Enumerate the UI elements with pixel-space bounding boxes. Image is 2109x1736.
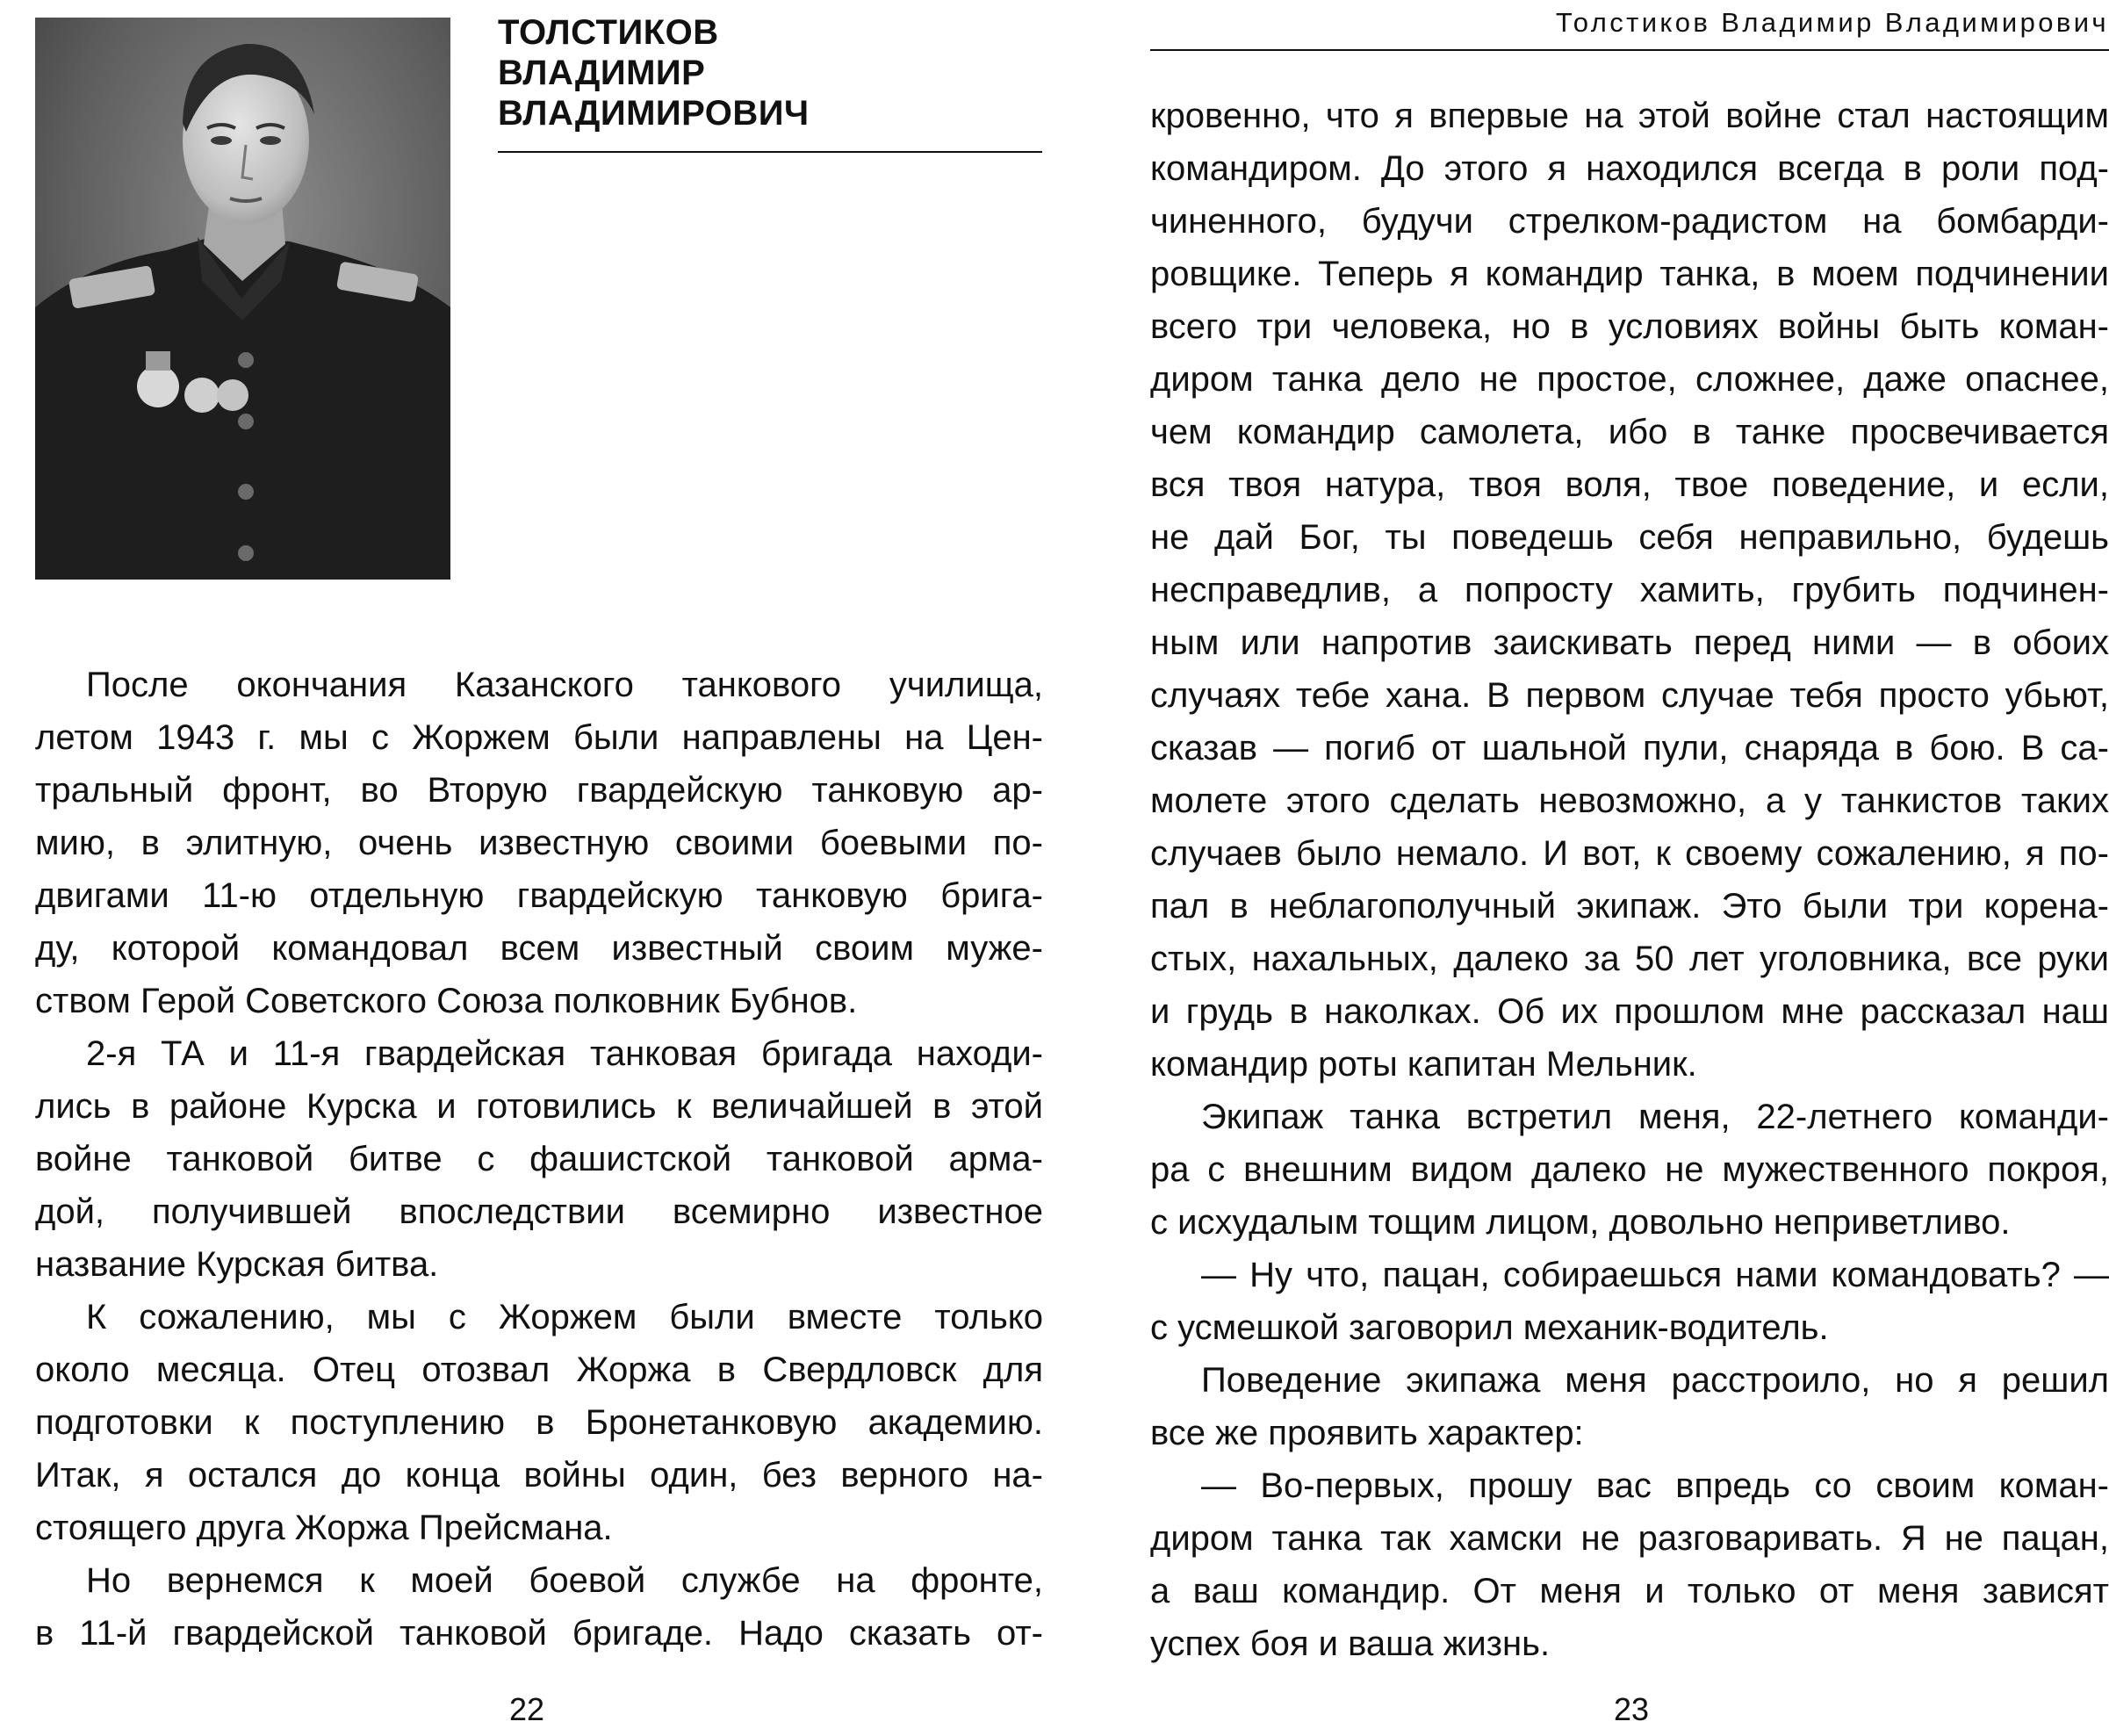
- text-line: командиром. До этого я находился всегда в роли под-: [1150, 149, 2109, 188]
- paragraph: [1150, 1354, 2109, 1459]
- text-line: ным или напротив заискивать перед ними — в обоих: [1150, 623, 2109, 662]
- text-line: название Курская битва.: [35, 1245, 439, 1284]
- right-page-body-text: [1150, 90, 2109, 1670]
- text-line: Экипаж танка встретил меня, 22-летнего команди-: [1201, 1098, 2109, 1136]
- paragraph: [1150, 90, 2109, 1091]
- text-line: не дай Бог, ты поведешь себя неправильно, будешь: [1150, 518, 2109, 557]
- text-line: несправедлив, а попросту хамить, грубить подчинен-: [1150, 571, 2109, 609]
- text-line: Итак, я остался до конца войны один, без верного на-: [35, 1456, 1043, 1495]
- author-first-name: ВЛАДИМИР: [498, 54, 706, 92]
- paragraph: [35, 1291, 1043, 1554]
- text-line: чиненного, будучи стрелком-радистом на бомбарди-: [1150, 202, 2109, 241]
- text-line: командир роты капитан Мельник.: [1150, 1045, 1697, 1084]
- text-line: дой, получившей впоследствии всемирно известное: [35, 1192, 1043, 1231]
- text-line: случаев было немало. И вот, к своему сожалению, я по-: [1150, 834, 2109, 873]
- text-line: лись в районе Курска и готовились к величайшей в этой: [35, 1087, 1043, 1126]
- text-line: и грудь в наколках. Об их прошлом мне рассказал наш: [1150, 992, 2109, 1031]
- text-line: — Во-первых, прошу вас впредь со своим коман-: [1201, 1466, 2109, 1505]
- text-line: в 11-й гвардейской танковой бригаде. Надо сказать от-: [35, 1614, 1043, 1653]
- paragraph: [35, 1027, 1043, 1291]
- text-line: все же проявить характер:: [1150, 1414, 1584, 1452]
- text-line: Поведение экипажа меня расстроило, но я решил: [1201, 1361, 2109, 1400]
- paragraph: [1150, 1091, 2109, 1249]
- text-line: а ваш командир. От меня и только от меня зависят: [1150, 1572, 2109, 1610]
- text-line: случаях тебе хана. В первом случае тебя просто убьют,: [1150, 676, 2109, 715]
- text-line: с исхудалым тощим лицом, довольно неприветливо.: [1150, 1203, 2011, 1242]
- paragraph: [35, 659, 1043, 1027]
- text-line: успех боя и ваша жизнь.: [1150, 1624, 1551, 1663]
- text-line: К сожалению, мы с Жоржем были вместе только: [86, 1298, 1043, 1336]
- text-line: мию, в элитную, очень известную своими боевыми по-: [35, 824, 1043, 862]
- paragraph: [1150, 1249, 2109, 1354]
- text-line: молете этого сделать невозможно, а у танкистов таких: [1150, 782, 2109, 820]
- running-head-rule: [1150, 49, 2109, 51]
- text-line: войне танковой битве с фашистской танковой арма-: [35, 1140, 1043, 1178]
- text-line: тральный фронт, во Вторую гвардейскую танковую ар-: [35, 771, 1043, 810]
- text-line: с усмешкой заговорил механик-водитель.: [1150, 1308, 1829, 1347]
- text-line: двигами 11-ю отдельную гвардейскую танковую брига-: [35, 876, 1043, 915]
- author-portrait-photo: [35, 18, 450, 580]
- text-line: кровенно, что я впервые на этой войне стал настоящим: [1150, 97, 2109, 135]
- text-line: ровщике. Теперь я командир танка, в моем подчинении: [1150, 255, 2109, 293]
- text-line: ду, которой командовал всем известный своим муже-: [35, 929, 1043, 968]
- left-page: [0, 0, 1054, 1736]
- text-line: Но вернемся к моей боевой службе на фронте,: [86, 1561, 1043, 1600]
- text-line: стоящего друга Жоржа Прейсмана.: [35, 1509, 613, 1547]
- page-number-right: 23: [1614, 1691, 1650, 1727]
- text-line: летом 1943 г. мы с Жоржем были направлены на Цен-: [35, 718, 1043, 757]
- text-line: ра с внешним видом далеко не мужественного покроя,: [1150, 1150, 2109, 1189]
- text-line: чем командир самолета, ибо в танке просвечивается: [1150, 413, 2109, 451]
- page-number-left: 22: [509, 1691, 545, 1727]
- portrait-image: [35, 18, 450, 580]
- text-line: сказав — погиб от шальной пули, снаряда в бою. В са-: [1150, 729, 2109, 767]
- text-line: 2-я ТА и 11-я гвардейская танковая бригада находи-: [86, 1034, 1043, 1073]
- text-line: ством Герой Советского Союза полковник Бубнов.: [35, 982, 858, 1020]
- text-line: диром танка так хамски не разговаривать. Я не пацан,: [1150, 1519, 2109, 1558]
- text-line: стых, нахальных, далеко за 50 лет уголовника, все руки: [1150, 940, 2109, 978]
- text-line: После окончания Казанского танкового училища,: [86, 666, 1043, 704]
- running-head: Толстиков Владимир Владимирович: [1555, 7, 2109, 38]
- text-line: пал в неблагополучный экипаж. Это были три корена-: [1150, 887, 2109, 926]
- paragraph: [35, 1554, 1043, 1660]
- text-line: вся твоя натура, твоя воля, твое поведение, и если,: [1150, 465, 2109, 504]
- author-surname: ТОЛСТИКОВ: [498, 13, 719, 52]
- author-name-heading: [498, 12, 1042, 153]
- text-line: подготовки к поступлению в Бронетанковую академию.: [35, 1403, 1043, 1442]
- paragraph: [1150, 1459, 2109, 1670]
- left-page-body-text: [35, 659, 1043, 1660]
- text-line: — Ну что, пацан, собираешься нами командовать? —: [1201, 1256, 2109, 1294]
- text-line: всего три человека, но в условиях войны быть коман-: [1150, 307, 2109, 346]
- text-line: диром танка дело не простое, сложнее, даже опаснее,: [1150, 360, 2109, 399]
- text-line: около месяца. Отец отозвал Жоржа в Свердловск для: [35, 1351, 1043, 1389]
- author-patronymic: ВЛАДИМИРОВИЧ: [498, 94, 810, 133]
